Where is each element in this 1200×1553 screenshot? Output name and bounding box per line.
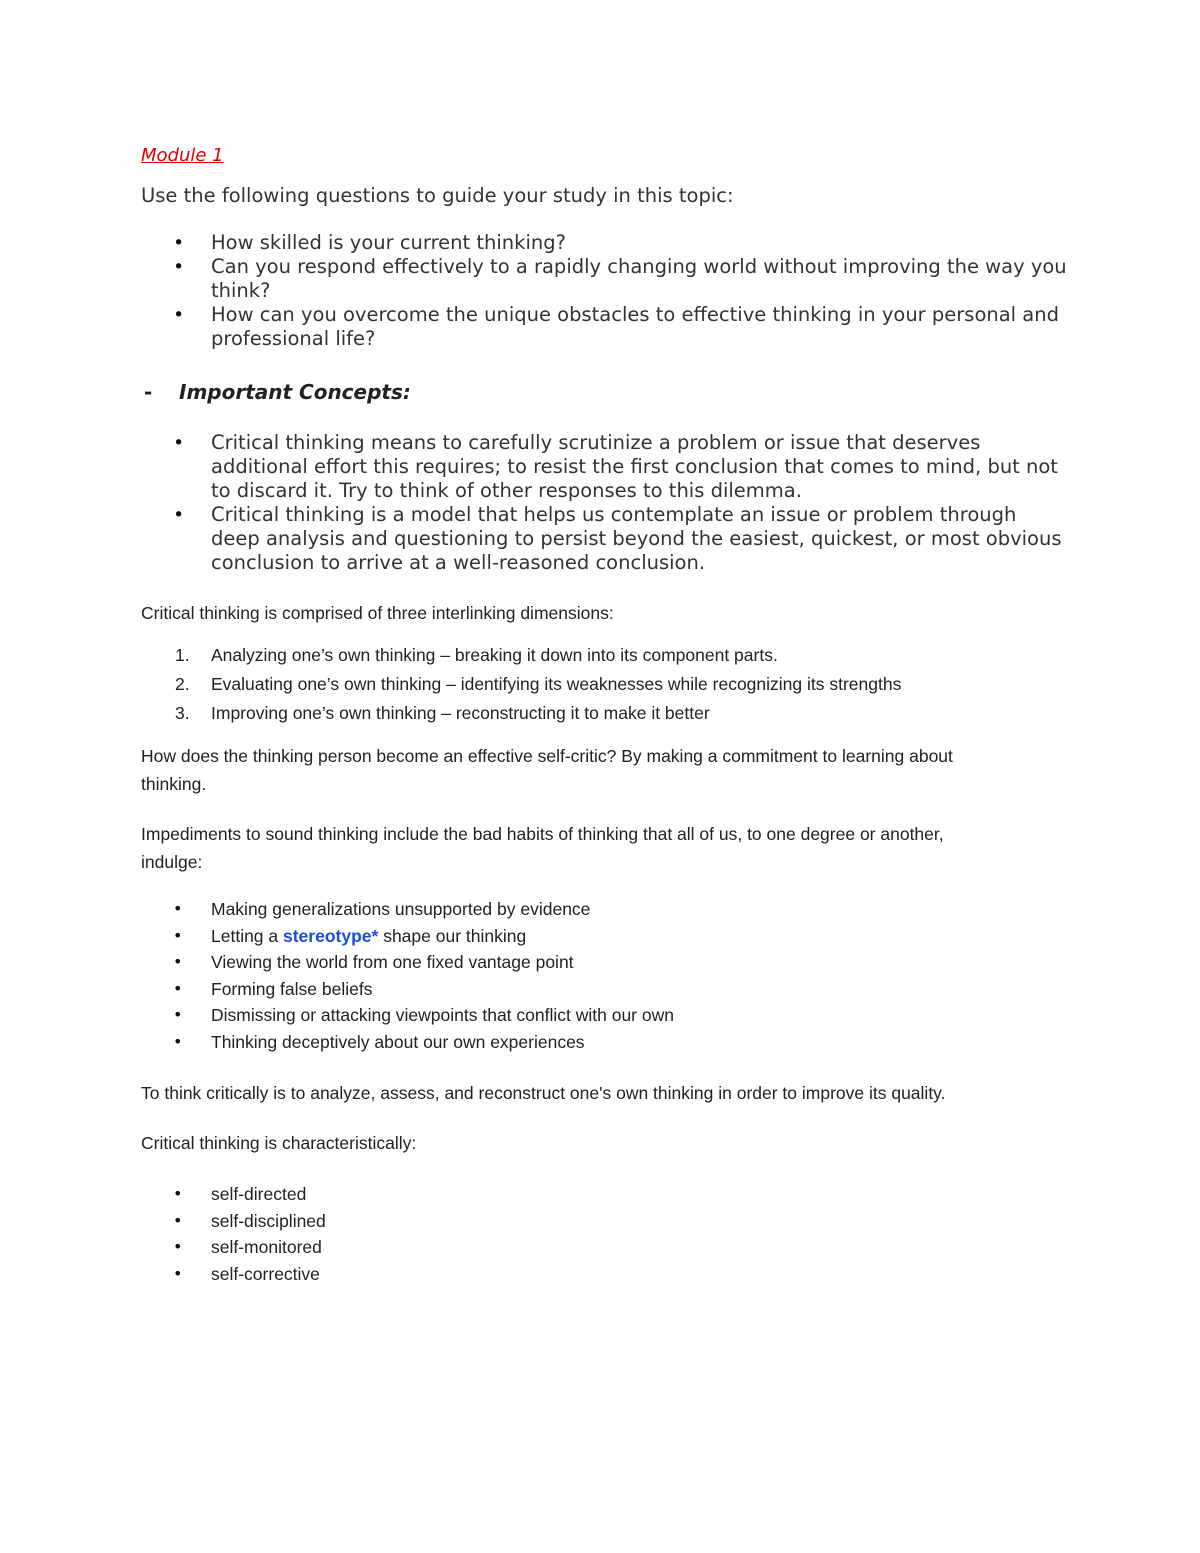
characteristic-text: self-corrective <box>211 1263 320 1284</box>
dimension-text: Analyzing one’s own thinking – breaking it down into its component parts. <box>211 645 778 665</box>
bullet-icon: • <box>173 1184 183 1203</box>
list-item <box>141 670 1071 699</box>
list-item <box>141 503 1071 575</box>
impediment-text: Thinking deceptively about our own experiences <box>211 1031 585 1052</box>
impediments-list <box>141 896 1071 1055</box>
dimensions-list <box>141 641 1071 728</box>
heading-dash: - <box>144 380 153 404</box>
bullet-icon: • <box>173 1263 183 1283</box>
bullet-icon: • <box>173 504 185 526</box>
module-title: Module 1 <box>141 145 224 166</box>
characteristic-text: self-monitored <box>211 1237 322 1257</box>
list-item <box>141 255 1071 303</box>
question-text: How skilled is your current thinking? <box>211 231 566 254</box>
bullet-icon: • <box>173 432 185 454</box>
bullet-icon: • <box>173 1031 183 1051</box>
intro-text: Use the following questions to guide your study in this topic: <box>141 184 734 207</box>
study-questions-list <box>141 231 1071 351</box>
impediment-text-after: shape our thinking <box>378 925 527 946</box>
item-number: 2. <box>175 674 190 694</box>
self-critic-paragraph: How does the thinking person become an effective self-critic? By making a commitment to learning about thinking. <box>141 746 953 794</box>
list-item <box>141 896 1071 923</box>
dimensions-intro: Critical thinking is comprised of three interlinking dimensions: <box>141 603 614 623</box>
list-item <box>141 641 1071 670</box>
characteristics-list <box>141 1181 1071 1287</box>
list-item <box>141 699 1071 728</box>
list-item <box>141 1181 1071 1208</box>
dimension-text: Improving one’s own thinking – reconstructing it to make it better <box>211 703 710 723</box>
item-number: 1. <box>175 645 190 665</box>
document-page <box>141 140 1071 1287</box>
characteristic-text: self-disciplined <box>211 1210 326 1231</box>
stereotype-link[interactable]: stereotype* <box>283 925 379 946</box>
bullet-icon: • <box>173 1210 183 1230</box>
impediment-text: Viewing the world from one fixed vantage point <box>211 952 574 972</box>
important-concepts-heading <box>141 379 1071 405</box>
item-number: 3. <box>175 703 190 723</box>
list-item <box>141 1029 1071 1056</box>
bullet-icon: • <box>173 952 183 971</box>
list-item <box>141 1234 1071 1261</box>
impediment-text: Dismissing or attacking viewpoints that conflict with our own <box>211 1005 674 1025</box>
concepts-list <box>141 431 1071 575</box>
bullet-icon: • <box>173 304 185 326</box>
list-item <box>141 1002 1071 1029</box>
list-item <box>141 1261 1071 1288</box>
bullet-icon: • <box>173 899 183 918</box>
heading-text: Important Concepts: <box>179 380 411 404</box>
list-item <box>141 303 1071 351</box>
characteristics-intro: Critical thinking is characteristically: <box>141 1133 417 1153</box>
list-item <box>141 431 1071 503</box>
characteristic-text: self-directed <box>211 1184 307 1204</box>
list-item <box>141 923 1071 950</box>
list-item <box>141 976 1071 1003</box>
list-item <box>141 231 1071 255</box>
question-text: How can you overcome the unique obstacles to effective thinking in your personal and professional life? <box>211 303 1059 350</box>
definition-paragraph: To think critically is to analyze, assess, and reconstruct one's own thinking in order to improve its quality. <box>141 1083 946 1103</box>
bullet-icon: • <box>173 978 183 998</box>
list-item <box>141 949 1071 976</box>
concept-text: Critical thinking means to carefully scrutinize a problem or issue that deserves additional effort this requires; to resist the first conclusion that comes to mind, but not to discard it. Try to think of other responses to this dilemma. <box>211 431 1058 502</box>
question-text: Can you respond effectively to a rapidly changing world without improving the way you think? <box>211 255 1067 302</box>
concept-text: Critical thinking is a model that helps us contemplate an issue or problem through deep analysis and questioning to persist beyond the easiest, quickest, or most obvious conclusion to arrive at a well-reasoned conclusion. <box>211 503 1062 574</box>
bullet-icon: • <box>173 256 185 278</box>
dimension-text: Evaluating one’s own thinking – identifying its weaknesses while recognizing its strengths <box>211 674 902 694</box>
list-item <box>141 1208 1071 1235</box>
bullet-icon: • <box>173 232 185 254</box>
impediment-text: Forming false beliefs <box>211 978 373 999</box>
bullet-icon: • <box>173 925 183 945</box>
impediment-text: Making generalizations unsupported by evidence <box>211 899 591 919</box>
bullet-icon: • <box>173 1005 183 1024</box>
bullet-icon: • <box>173 1237 183 1256</box>
impediments-intro: Impediments to sound thinking include the bad habits of thinking that all of us, to one degree or another, indulge: <box>141 824 944 872</box>
impediment-text-before: Letting a <box>211 925 283 946</box>
